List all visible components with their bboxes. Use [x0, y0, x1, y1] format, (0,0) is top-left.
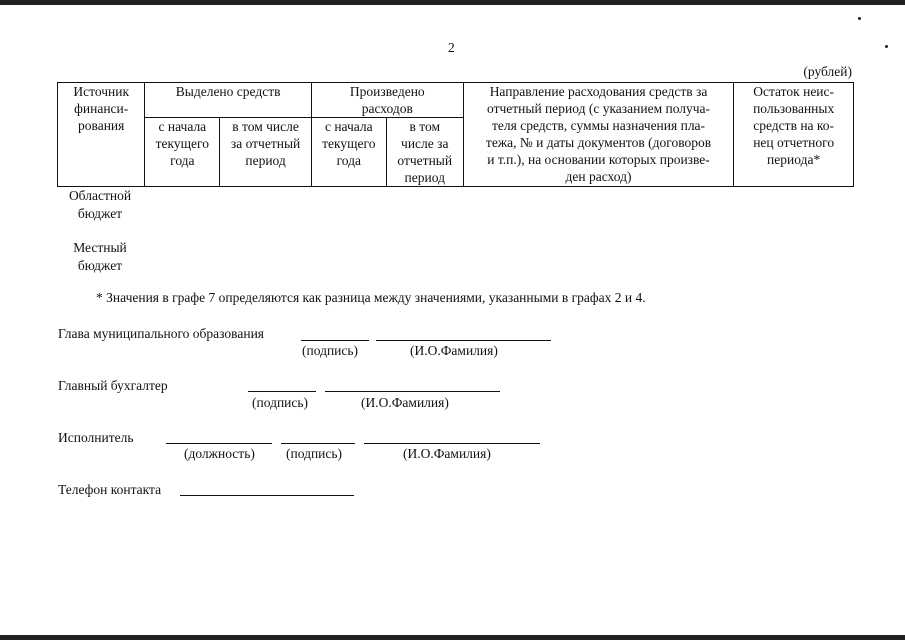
head-name-hint: (И.О.Фамилия) — [410, 343, 498, 358]
footnote: * Значения в графе 7 определяются как разница между значениями, указанными в графах 2 и 4. — [96, 290, 646, 305]
header-spent-line: расходов — [361, 101, 413, 116]
executor-signature-hint: (подпись) — [286, 446, 343, 461]
header-direction-line: Направление расходования средств за — [489, 84, 708, 99]
scan-speck — [858, 17, 861, 20]
subheader-line: период — [404, 170, 445, 185]
header-spent — [311, 83, 463, 118]
subheader-line: период — [245, 153, 286, 168]
head-name-line[interactable] — [376, 340, 551, 341]
header-remainder — [734, 83, 854, 187]
head-signature-hint: (подпись) — [302, 343, 359, 358]
subheader-period-spent — [386, 118, 463, 187]
row-local-budget — [58, 239, 142, 275]
head-label: Глава муниципального образования — [58, 326, 265, 341]
accountant-signature-hint: (подпись) — [252, 395, 309, 410]
subheader-line: года — [170, 153, 195, 168]
header-allocated-label: Выделено средств — [175, 84, 281, 99]
subheader-start-year-spent — [311, 118, 386, 187]
header-source-line: финанси- — [74, 101, 129, 116]
executor-position-line[interactable] — [166, 443, 272, 444]
header-direction-line: ден расход) — [565, 169, 632, 184]
accountant-name-hint: (И.О.Фамилия) — [361, 395, 449, 410]
header-source-line: Источник — [73, 84, 130, 99]
subheader-line: за отчетный — [230, 136, 301, 151]
scan-border-bottom — [0, 635, 905, 640]
header-remainder-line: периода* — [767, 152, 821, 167]
head-signature-line[interactable] — [301, 340, 369, 341]
header-spent-line: Произведено — [349, 84, 425, 99]
subheader-line: текущего — [155, 136, 210, 151]
scan-speck — [885, 45, 888, 48]
subheader-line: года — [336, 153, 362, 168]
subheader-period-allocated — [220, 118, 312, 187]
subheader-line: с начала — [324, 119, 373, 134]
subheader-line: с начала — [158, 119, 207, 134]
header-remainder-line: пользованных — [753, 101, 835, 116]
header-allocated — [145, 83, 311, 118]
row-label-line: бюджет — [77, 258, 123, 273]
subheader-line: отчетный — [397, 153, 453, 168]
accountant-signature-line[interactable] — [248, 391, 316, 392]
executor-name-line[interactable] — [364, 443, 540, 444]
executor-signature-line[interactable] — [281, 443, 355, 444]
accountant-name-line[interactable] — [325, 391, 500, 392]
header-source — [58, 83, 145, 187]
executor-name-hint: (И.О.Фамилия) — [403, 446, 491, 461]
subheader-start-year-allocated — [145, 118, 220, 187]
executor-position-hint: (должность) — [184, 446, 255, 461]
phone-line[interactable] — [180, 495, 354, 496]
header-remainder-line: средств на ко- — [753, 118, 835, 133]
row-label-line: Областной — [68, 188, 132, 203]
header-direction — [463, 83, 734, 187]
page-number: 2 — [448, 40, 455, 55]
header-direction-line: тежа, № и даты документов (договоров — [485, 135, 712, 150]
header-direction-line: теля средств, суммы назначения пла- — [491, 118, 706, 133]
subheader-line: числе за — [401, 136, 449, 151]
header-direction-line: и т.п.), на основании которых произве- — [487, 152, 710, 167]
subheader-line: в том числе — [232, 119, 299, 134]
subheader-line: текущего — [322, 136, 376, 151]
table-header-row — [58, 83, 854, 118]
report-table — [57, 82, 854, 187]
row-label-line: бюджет — [77, 206, 123, 221]
scan-border-top — [0, 0, 905, 5]
accountant-label: Главный бухгалтер — [58, 378, 168, 393]
header-remainder-line: нец отчетного — [753, 135, 835, 150]
executor-label: Исполнитель — [58, 430, 134, 445]
header-direction-line: отчетный период (с указанием получа- — [487, 101, 711, 116]
row-regional-budget — [58, 187, 142, 223]
row-label-line: Местный — [73, 240, 127, 255]
phone-label: Телефон контакта — [58, 482, 162, 497]
header-source-line: рования — [78, 118, 125, 133]
subheader-line: в том — [409, 119, 441, 134]
header-remainder-line: Остаток неис- — [753, 84, 835, 99]
units-label: (рублей) — [803, 64, 852, 79]
